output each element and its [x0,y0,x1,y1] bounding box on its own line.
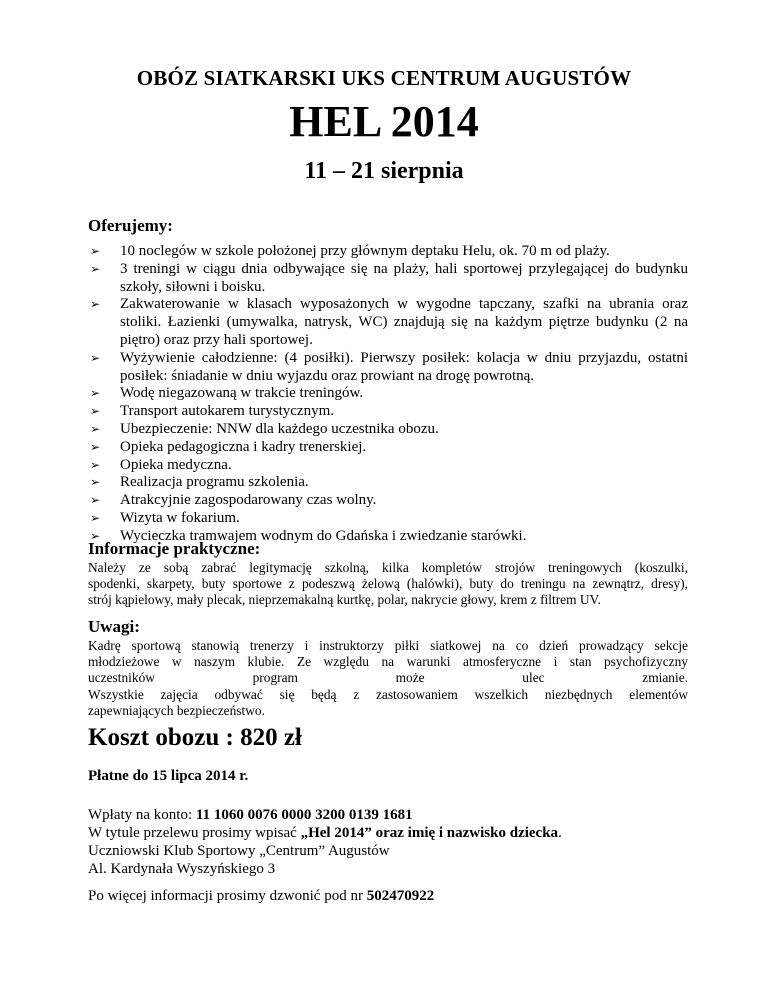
notes-line: Kadrę sportową stanowią trenerzy i instruktorzy piłki siatkowej na co dzień prowadzący sekcje [88,638,688,653]
offer-item [88,350,688,386]
offer-item [88,385,688,403]
practical-heading: Informacje praktyczne: [88,539,261,558]
offer-item [88,243,688,261]
arrow-bullet-icon: ➢ [90,386,101,401]
phone-number: 502470922 [366,888,435,904]
offer-item [88,403,688,421]
notes-line: zapewniających bezpieczeństwo. [88,702,265,718]
practical-line: strój kąpielowy, mały plecak, nieprzemakalną kurtkę, polar, nakrycie głowy, krem z filtrem UV. [88,592,601,608]
arrow-bullet-icon: ➢ [90,439,101,454]
arrow-bullet-icon: ➢ [90,404,101,419]
notes-line: młodzieżowe w naszym klubie. Ze względu na warunki atmosferyczne i stan psychofizyczny [88,654,688,670]
notes-heading: Uwagi: [88,617,140,636]
practical-line: Należy ze sobą zabrać legitymację szkolną, kilka kompletów strojów treningowych (koszulki, [88,560,688,575]
offer-item-text: 3 treningi w ciągu dnia odbywające się na plaży, hali sportowej przylegającej do budynku szkoły, siłowni i boisku. [120,260,688,295]
transfer-title-prefix: W tytule przelewu prosimy wpisać [88,825,301,841]
practical-line: spodenki, skarpety, buty sportowe z podeszwą żelową (halówki), buty do treningu na zewnątrz, dresy), [88,576,688,592]
offer-item-text: Opieka pedagogiczna i kadry trenerskiej. [120,438,367,455]
arrow-bullet-icon: ➢ [90,297,101,312]
camp-location-year: HEL 2014 [289,97,479,146]
contact-line [88,888,434,905]
arrow-bullet-icon: ➢ [90,244,101,258]
offer-list [88,243,688,546]
offer-item-text: Realizacja programu szkolenia. [120,474,309,491]
notes-word: ulec [522,670,545,686]
offer-item [88,296,688,349]
payment-details [88,806,688,878]
transfer-title-line [88,824,688,842]
arrow-bullet-icon: ➢ [90,493,101,508]
offer-item-text: Zakwaterowanie w klasach wyposażonych w wygodne tapczany, szafki na ubrania oraz stoliki. Łazienki (umywalka, natrysk, WC) znajdują się na każdym piętrze budynku (2 na piętro) oraz przy hali sportowej. [120,296,688,348]
notes-word: uczestników [88,670,155,686]
offer-item-text: Opieka medyczna. [120,456,232,473]
offer-item-text: Atrakcyjnie zagospodarowany czas wolny. [120,492,377,509]
practical-text [88,560,688,609]
transfer-title-value: „Hel 2014” oraz imię i nazwisko dziecka [300,825,559,841]
arrow-bullet-icon: ➢ [90,528,101,543]
offer-item-text: Wizyta w fokarium. [120,509,240,526]
offer-heading: Oferujemy: [88,216,173,235]
offer-item-text: Wyżywienie całodzienne: (4 posiłki). Pierwszy posiłek: kolacja w dniu przyjazdu, ostatni posiłek: śniadanie w dniu wyjazdu oraz prowiant na drogę powrotną. [120,349,688,384]
offer-item-text: 10 noclegów w szkole położonej przy głównym deptaku Helu, ok. 70 m od plaży. [120,243,610,259]
offer-item [88,421,688,439]
notes-word: program [252,670,298,686]
contact-prefix: Po więcej informacji prosimy dzwonić pod nr [88,888,367,904]
offer-item-text: Wycieczka tramwajem wodnym do Gdańska i zwiedzanie starówki. [120,527,527,544]
arrow-bullet-icon: ➢ [90,421,101,436]
notes-line: Wszystkie zajęcia odbywać się będą z zastosowaniem wszelkich niezbędnych elementów [88,686,688,702]
offer-item [88,474,688,492]
arrow-bullet-icon: ➢ [90,457,101,472]
arrow-bullet-icon: ➢ [90,350,101,365]
offer-item [88,261,688,297]
account-number: 11 1060 0076 0000 3200 0139 1681 [195,807,413,823]
arrow-bullet-icon: ➢ [90,475,101,490]
notes-line-words [88,670,688,686]
account-line [88,806,688,824]
club-address: Al. Kardynała Wyszyńskiego 3 [88,861,276,877]
offer-item [88,457,688,475]
camp-dates: 11 – 21 sierpnia [304,158,464,184]
arrow-bullet-icon: ➢ [90,510,101,525]
notes-text [88,638,688,719]
offer-item-text: Ubezpieczenie: NNW dla każdego uczestnika obozu. [120,420,439,437]
offer-item [88,439,688,457]
account-label: Wpłaty na konto: [88,807,196,823]
offer-item [88,510,688,528]
offer-item-text: Transport autokarem turystycznym. [120,403,334,420]
notes-word: może [395,670,425,686]
arrow-bullet-icon: ➢ [90,261,101,276]
offer-item-text: Wodę niegazowaną w trakcie treningów. [120,385,364,402]
club-name: Uczniowski Klub Sportowy „Centrum” Augustów [88,843,390,859]
camp-cost: Koszt obozu : 820 zł [88,724,302,751]
camp-title: OBÓZ SIATKARSKI UKS CENTRUM AUGUSTÓW [136,66,632,90]
payment-deadline: Płatne do 15 lipca 2014 r. [88,768,249,784]
notes-line [88,670,688,686]
notes-word: zmianie. [642,670,688,686]
transfer-title-suffix: . [558,825,562,841]
offer-item [88,492,688,510]
